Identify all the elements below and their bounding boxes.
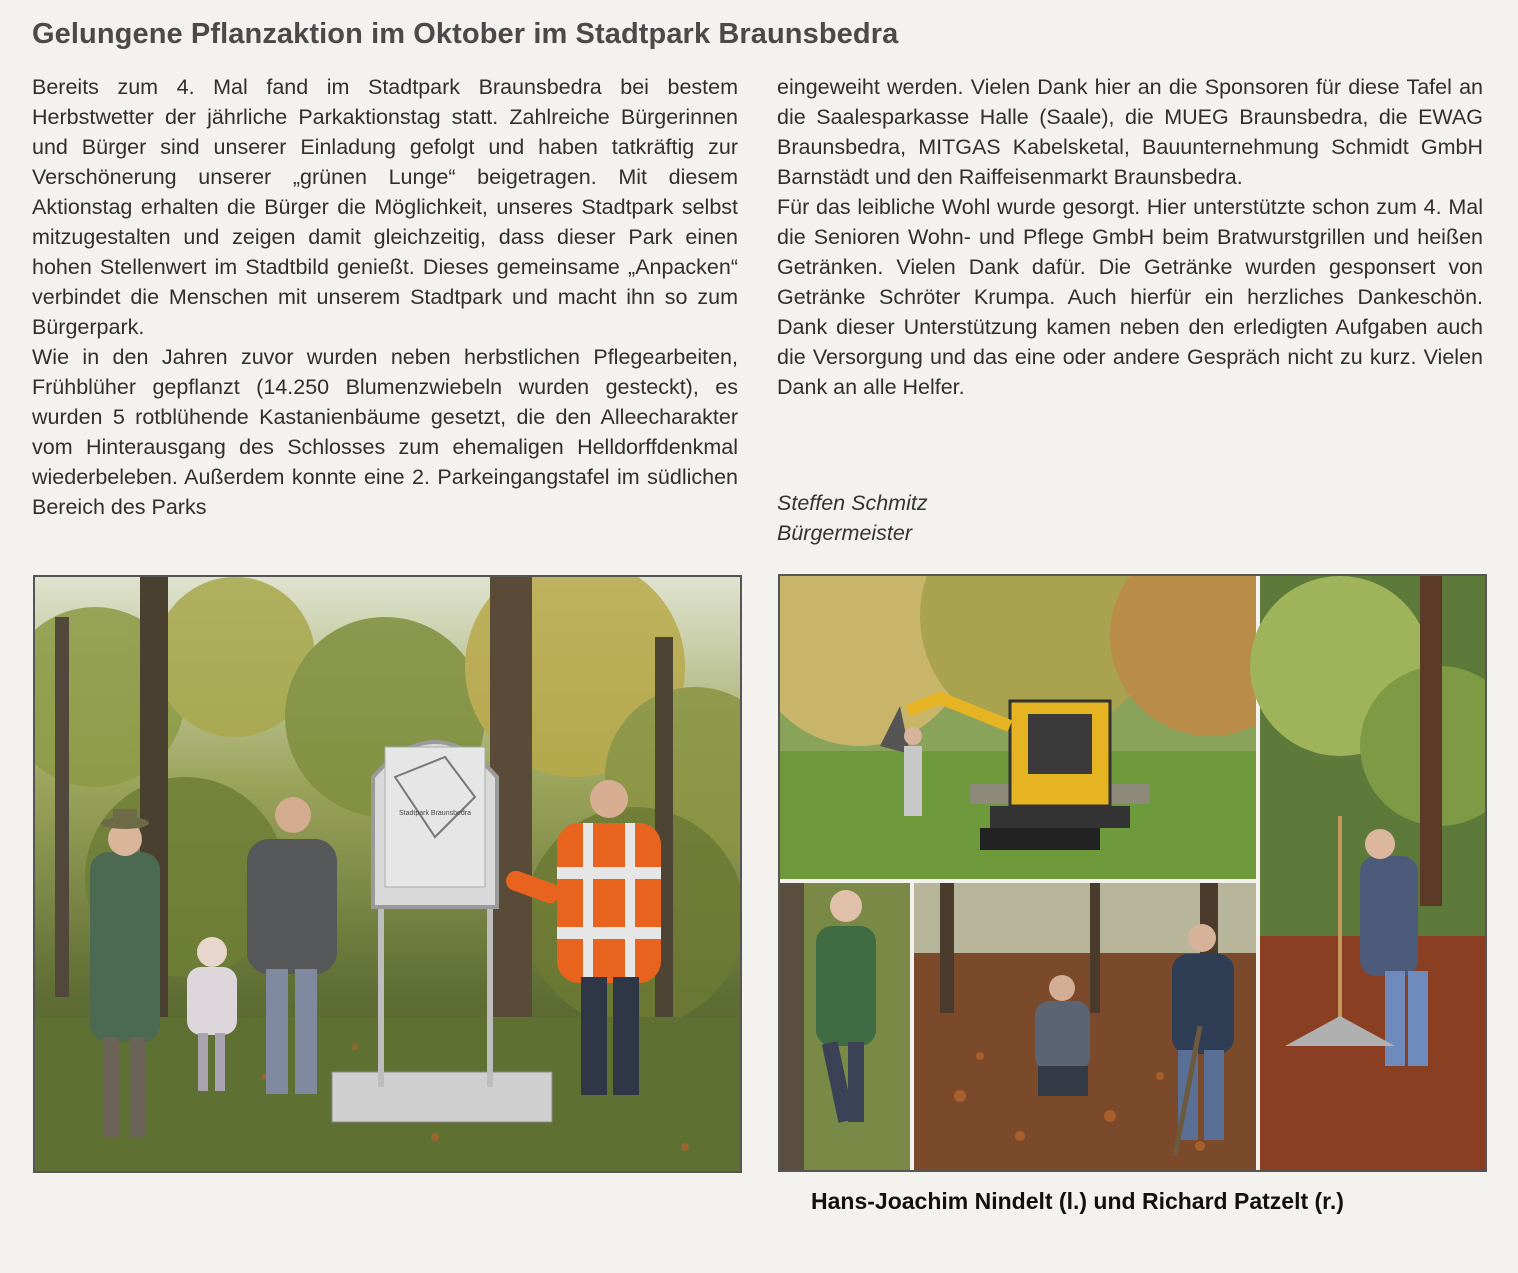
photo-caption: Hans-Joachim Nindelt (l.) und Richard Patzelt (r.) — [811, 1188, 1344, 1214]
signature-block — [777, 488, 928, 548]
paragraph: Wie in den Jahren zuvor wurden neben herbstlichen Pflegearbeiten, Frühblüher gepflanzt (14.250 Blumenzwiebeln wurden gesteckt), es wurden 5 rotblühende Kastanienbäume gesetzt, die den Alleecharakter vom Hinterausgang des Schlosses zum ehemaligen Helldorffdenkmal wiederbeleben. Außerdem konnte eine 2. Parkeingangstafel im südlichen Bereich des Parks — [32, 345, 738, 519]
photo-park-sign-group — [33, 575, 742, 1173]
paragraph: Bereits zum 4. Mal fand im Stadtpark Braunsbedra bei bestem Herbstwetter der jährliche Parkaktionstag statt. Zahlreiche Bürgerinnen und Bürger sind unserer Einladung gefolgt und haben tatkräftig zur Verschönerung unserer „grünen Lunge“ beigetragen. Mit diesem Aktionstag erhalten die Bürger die Möglichkeit, unseres Stadtpark selbst mitzugestalten und zeigen damit gleichzeitig, dass dieser Park einen hohen Stellenwert im Stadtbild genießt. Dieses gemeinsame „Anpacken“ verbindet die Menschen mit unserem Stadtpark und macht ihn so zum Bürgerpark. — [32, 75, 738, 339]
article-headline: Gelungene Pflanzaktion im Oktober im Stadtpark Braunsbedra — [32, 18, 899, 50]
article-column-left — [32, 72, 738, 522]
signature-name: Steffen Schmitz — [777, 491, 928, 515]
sign-text: Stadtpark Braunsbedra — [399, 810, 471, 817]
signature-title: Bürgermeister — [777, 521, 913, 545]
paragraph: Für das leibliche Wohl wurde gesorgt. Hier unterstützte schon zum 4. Mal die Senioren Wohn- und Pflege GmbH beim Bratwurstgrillen und heißen Getränken. Vielen Dank dafür. Die Getränke wurden gesponsert von Getränke Schröter Krumpa. Auch hierfür ein herzliches Dankeschön. Dank dieser Unterstützung kamen neben den erledigten Aufgaben auch die Versorgung und das eine oder andere Gespräch nicht zu kurz. Vielen Dank an alle Helfer. — [777, 195, 1483, 399]
article-column-right — [777, 72, 1483, 402]
photo-collage-park-work — [778, 574, 1487, 1172]
paragraph: eingeweiht werden. Vielen Dank hier an die Sponsoren für diese Tafel an die Saalesparkasse Halle (Saale), die MUEG Braunsbedra, die EWAG Braunsbedra, MITGAS Kabelsketal, Bauunternehmung Schmidt GmbH Barnstädt und den Raiffeisenmarkt Braunsbedra. — [777, 75, 1483, 189]
